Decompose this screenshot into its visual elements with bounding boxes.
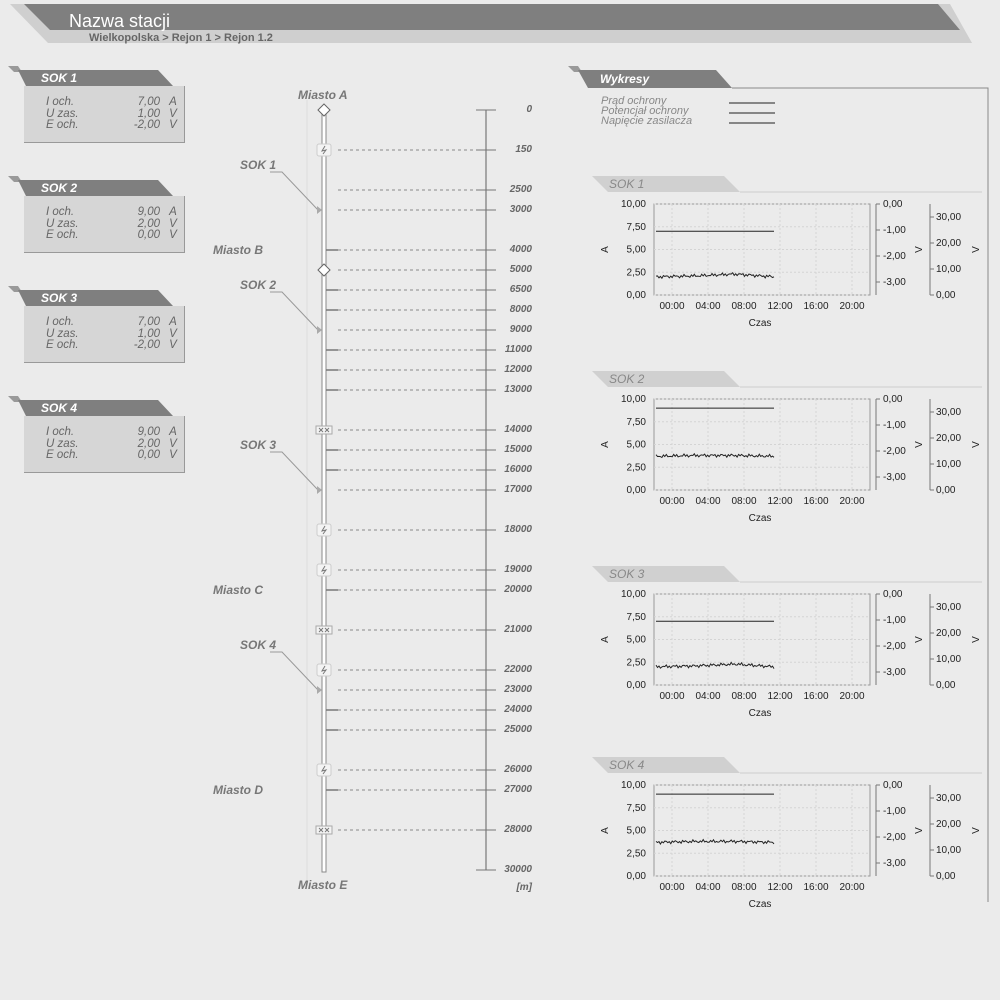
distance-label: 2500 [509, 184, 532, 195]
x-tick-label: 08:00 [731, 882, 757, 893]
y3-tick-label: 0,00 [936, 485, 956, 496]
x-tick-label: 04:00 [695, 691, 721, 702]
distance-label: 25000 [504, 724, 532, 735]
sok-value-unit: A [169, 206, 177, 218]
y2-tick-label: 0,00 [883, 199, 903, 210]
x-tick-label: 08:00 [731, 496, 757, 507]
distance-label: 19000 [504, 564, 532, 575]
sok-marker-label[interactable]: SOK 2 [240, 278, 277, 292]
x-axis-label: Czas [748, 899, 772, 910]
y3-axis-label: V [971, 636, 982, 643]
sok-value-label: E och. [46, 339, 79, 351]
y2-tick-label: -1,00 [883, 615, 906, 626]
y-tick-label: 0,00 [626, 485, 646, 496]
sok-value-label: I och. [46, 96, 75, 108]
chart-plot [590, 777, 990, 927]
distance-label: 27000 [504, 784, 532, 795]
sok-value: -2,00 [133, 119, 160, 131]
sok-value: 7,00 [137, 316, 160, 328]
sok-value-label: I och. [46, 206, 75, 218]
distance-label: 8000 [509, 304, 532, 315]
y3-axis-label: V [971, 827, 982, 834]
sok-value-label: U zas. [46, 107, 79, 120]
lightning-icon[interactable] [317, 564, 331, 576]
x-tick-label: 12:00 [767, 301, 793, 312]
y-axis-label: A [600, 441, 611, 448]
legend-swatches [725, 98, 785, 128]
chart-title: SOK 2 [609, 372, 645, 386]
y2-axis-label: V [914, 246, 925, 253]
y2-axis-label: V [914, 441, 925, 448]
breadcrumb[interactable]: Wielkopolska > Rejon 1 > Rejon 1.2 [89, 32, 273, 44]
x-tick-label: 08:00 [731, 691, 757, 702]
sok-value-unit: V [169, 339, 177, 351]
sok-value-label: I och. [46, 316, 75, 328]
sok-value: 7,00 [137, 96, 160, 108]
x-axis-label: Czas [748, 318, 772, 329]
x-tick-label: 04:00 [695, 496, 721, 507]
sok-value-label: U zas. [46, 437, 79, 450]
y2-tick-label: 0,00 [883, 589, 903, 600]
city-label: Miasto C [213, 583, 264, 597]
y3-tick-label: 20,00 [936, 238, 962, 249]
distance-label: 0 [526, 104, 532, 115]
sok-pointer-line [270, 452, 318, 490]
x-tick-label: 16:00 [803, 691, 829, 702]
distance-label: 150 [515, 144, 532, 155]
y-axis-label: A [600, 246, 611, 253]
sok-value-unit: A [169, 426, 177, 438]
y3-tick-label: 20,00 [936, 819, 962, 830]
distance-label: 18000 [504, 524, 532, 535]
sok-value-unit: A [169, 96, 177, 108]
y2-tick-label: -1,00 [883, 420, 906, 431]
x-axis-label: Czas [748, 513, 772, 524]
y3-tick-label: 30,00 [936, 602, 962, 613]
x-tick-label: 20:00 [839, 301, 865, 312]
insulating-joint-icon[interactable] [316, 626, 332, 634]
y2-tick-label: -3,00 [883, 472, 906, 483]
distance-label: 14000 [504, 424, 532, 435]
sok-panel-title: SOK 3 [41, 291, 78, 305]
y-tick-label: 5,00 [626, 439, 646, 451]
sok-value-unit: V [169, 437, 177, 450]
sok-value: 2,00 [137, 217, 160, 230]
page-title: Nazwa stacji [69, 11, 171, 31]
y-tick-label: 7,50 [626, 221, 646, 233]
sok-value-label: U zas. [46, 217, 79, 230]
y2-tick-label: -2,00 [883, 251, 906, 262]
sok-panel-title: SOK 4 [41, 401, 78, 415]
y-tick-label: 2,50 [626, 657, 646, 669]
distance-label: 4000 [509, 244, 532, 255]
y2-tick-label: -2,00 [883, 446, 906, 457]
sok-value-label: E och. [46, 119, 79, 131]
y-tick-label: 5,00 [626, 244, 646, 256]
y3-tick-label: 30,00 [936, 212, 962, 223]
y-tick-label: 10,00 [620, 780, 646, 791]
city-label: Miasto D [213, 783, 264, 797]
sok-value: 0,00 [137, 229, 160, 241]
lightning-icon[interactable] [317, 664, 331, 676]
distance-label: 24000 [504, 704, 532, 715]
insulating-joint-icon[interactable] [316, 426, 332, 434]
distance-label: 23000 [504, 684, 532, 695]
sok-value-unit: V [169, 107, 177, 120]
x-tick-label: 04:00 [695, 882, 721, 893]
sok-marker-label[interactable]: SOK 1 [240, 158, 277, 172]
distance-label: 12000 [504, 364, 532, 375]
legend-label: Napięcie zasilacza [601, 115, 693, 127]
y3-tick-label: 0,00 [936, 871, 956, 882]
y2-tick-label: -2,00 [883, 641, 906, 652]
x-tick-label: 04:00 [695, 301, 721, 312]
sok-value: 1,00 [137, 107, 160, 120]
distance-label: 20000 [504, 584, 532, 595]
sok-marker-icon[interactable] [317, 486, 322, 494]
x-tick-label: 16:00 [803, 882, 829, 893]
y2-tick-label: -1,00 [883, 225, 906, 236]
sok-value-unit: V [169, 327, 177, 340]
lightning-icon[interactable] [317, 524, 331, 536]
sok-value-label: E och. [46, 229, 79, 241]
x-tick-label: 08:00 [731, 301, 757, 312]
y-tick-label: 10,00 [620, 199, 646, 210]
y3-axis-label: V [971, 246, 982, 253]
distance-label: 17000 [504, 484, 532, 495]
chart-title: SOK 3 [609, 567, 645, 581]
sok-marker-icon[interactable] [317, 326, 322, 334]
y-tick-label: 2,50 [626, 848, 646, 860]
distance-label: 6500 [509, 284, 532, 295]
x-tick-label: 00:00 [659, 496, 685, 507]
y3-tick-label: 30,00 [936, 793, 962, 804]
sok-value: 0,00 [137, 449, 160, 461]
sok-marker-icon[interactable] [317, 686, 322, 694]
y-tick-label: 2,50 [626, 267, 646, 279]
distance-label: 16000 [504, 464, 532, 475]
sok-value-label: U zas. [46, 327, 79, 340]
distance-label: 13000 [504, 384, 532, 395]
y-axis-label: A [600, 636, 611, 643]
distance-label: 26000 [504, 764, 532, 775]
chart-plot [590, 196, 990, 346]
y3-tick-label: 30,00 [936, 407, 962, 418]
sok-value: 9,00 [137, 426, 160, 438]
y3-tick-label: 10,00 [936, 459, 962, 470]
y3-tick-label: 0,00 [936, 290, 956, 301]
sok-marker-label[interactable]: SOK 4 [240, 638, 277, 652]
distance-label: 9000 [509, 324, 532, 335]
x-tick-label: 12:00 [767, 496, 793, 507]
sok-marker-label[interactable]: SOK 3 [240, 438, 277, 452]
distance-label: 21000 [504, 624, 532, 635]
sok-value-unit: V [169, 229, 177, 241]
y3-tick-label: 0,00 [936, 680, 956, 691]
sok-value: 1,00 [137, 327, 160, 340]
x-tick-label: 20:00 [839, 882, 865, 893]
x-tick-label: 12:00 [767, 691, 793, 702]
x-tick-label: 16:00 [803, 301, 829, 312]
sok-marker-icon[interactable] [317, 206, 322, 214]
y3-tick-label: 20,00 [936, 433, 962, 444]
sok-pointer-line [270, 172, 318, 210]
sok-value: 9,00 [137, 206, 160, 218]
x-tick-label: 16:00 [803, 496, 829, 507]
y2-axis-label: V [914, 636, 925, 643]
lightning-icon[interactable] [317, 144, 331, 156]
valve-icon[interactable] [318, 264, 330, 276]
sok-panel-title: SOK 2 [41, 181, 78, 195]
distance-label: 11000 [504, 344, 532, 355]
sok-value-unit: V [169, 217, 177, 230]
y3-tick-label: 10,00 [936, 845, 962, 856]
y-tick-label: 10,00 [620, 394, 646, 405]
y-tick-label: 0,00 [626, 290, 646, 301]
sok-value-label: I och. [46, 426, 75, 438]
city-label: Miasto A [298, 88, 348, 102]
lightning-icon[interactable] [317, 764, 331, 776]
city-label: Miasto E [298, 878, 348, 892]
distance-label: 30000 [504, 864, 532, 875]
insulating-joint-icon[interactable] [316, 826, 332, 834]
y2-tick-label: -1,00 [883, 806, 906, 817]
chart-tab[interactable] [590, 757, 990, 777]
distance-label: 22000 [504, 664, 532, 675]
x-axis-label: Czas [748, 708, 772, 719]
y3-tick-label: 10,00 [936, 264, 962, 275]
city-label: Miasto B [213, 243, 264, 257]
y-tick-label: 0,00 [626, 680, 646, 691]
sok-pointer-line [270, 652, 318, 690]
distance-label: 28000 [504, 824, 532, 835]
y-tick-label: 0,00 [626, 871, 646, 882]
chart-plot [590, 586, 990, 736]
y3-axis-label: V [971, 441, 982, 448]
y-tick-label: 7,50 [626, 802, 646, 814]
y3-tick-label: 20,00 [936, 628, 962, 639]
legend-label: Potencjał ochrony [601, 105, 689, 117]
x-tick-label: 00:00 [659, 882, 685, 893]
y2-tick-label: -3,00 [883, 667, 906, 678]
y2-axis-label: V [914, 827, 925, 834]
x-tick-label: 00:00 [659, 301, 685, 312]
distance-label: 3000 [509, 204, 532, 215]
x-tick-label: 12:00 [767, 882, 793, 893]
sok-value-unit: V [169, 119, 177, 131]
distance-unit: [m] [516, 882, 532, 893]
y2-tick-label: -2,00 [883, 832, 906, 843]
y2-tick-label: 0,00 [883, 394, 903, 405]
sok-value-label: E och. [46, 449, 79, 461]
x-tick-label: 00:00 [659, 691, 685, 702]
chart-title: SOK 4 [609, 758, 645, 772]
y2-tick-label: 0,00 [883, 780, 903, 791]
sok-pointer-line [270, 292, 318, 330]
sok-panel-title: SOK 1 [41, 71, 78, 85]
sok-value: 2,00 [137, 437, 160, 450]
valve-icon[interactable] [318, 104, 330, 116]
y-tick-label: 5,00 [626, 825, 646, 837]
y-axis-label: A [600, 827, 611, 834]
y-tick-label: 5,00 [626, 634, 646, 646]
y-tick-label: 7,50 [626, 611, 646, 623]
y2-tick-label: -3,00 [883, 277, 906, 288]
charts-panel-title: Wykresy [600, 72, 650, 86]
x-tick-label: 20:00 [839, 496, 865, 507]
distance-label: 15000 [504, 444, 532, 455]
distance-label: 5000 [509, 264, 532, 275]
x-tick-label: 20:00 [839, 691, 865, 702]
legend-label: Prąd ochrony [601, 95, 667, 107]
sok-value-unit: A [169, 316, 177, 328]
y-tick-label: 7,50 [626, 416, 646, 428]
chart-tab[interactable] [590, 371, 990, 391]
y2-tick-label: -3,00 [883, 858, 906, 869]
chart-title: SOK 1 [609, 177, 645, 191]
y-tick-label: 10,00 [620, 589, 646, 600]
pipeline[interactable] [322, 112, 326, 872]
chart-tab[interactable] [590, 176, 990, 196]
chart-plot [590, 391, 990, 541]
sok-value-unit: V [169, 449, 177, 461]
sok-value: -2,00 [133, 339, 160, 351]
y-tick-label: 2,50 [626, 462, 646, 474]
chart-tab[interactable] [590, 566, 990, 586]
y3-tick-label: 10,00 [936, 654, 962, 665]
